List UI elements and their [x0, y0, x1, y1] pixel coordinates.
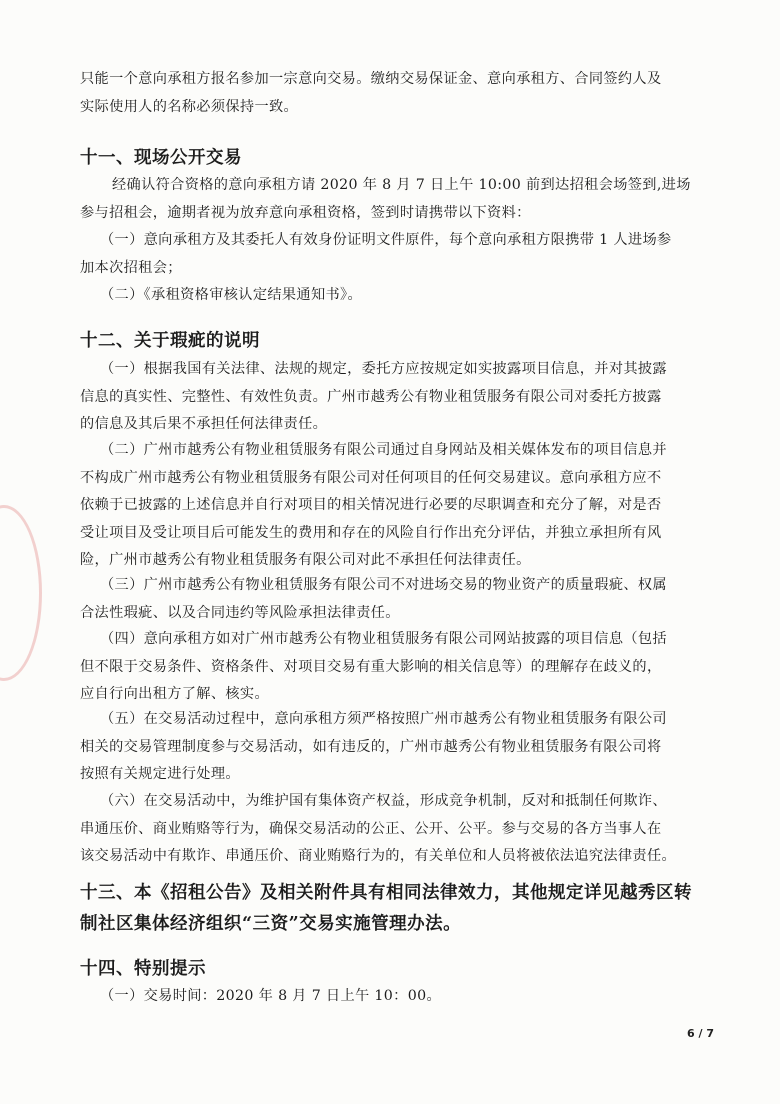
text-line: （二）《承租资格审核认定结果通知书》。 [100, 287, 363, 303]
text-line: 十三、本《招租公告》及相关附件具有相同法律效力，其他规定详见越秀区转 [80, 883, 692, 903]
page-number: 6 / 7 [687, 1027, 714, 1040]
section-11-paragraph-2 [80, 227, 710, 282]
text-line: （一）意向承租方及其委托人有效身份证明文件原件，每个意向承租方限携带 1 人进场参 [100, 232, 672, 248]
text-line: 信息的真实性、完整性、有效性负责。广州市越秀公有物业租赁服务有限公司对委托方披露 [80, 388, 662, 405]
text-line: 按照有关规定进行处理。 [80, 766, 240, 782]
text-line: 只能一个意向承租方报名参加一宗意向交易。缴纳交易保证金、意向承租方、合同签约人及 [80, 71, 662, 87]
section-14-heading: 十四、特别提示 [80, 959, 206, 979]
section-12-paragraph-4 [80, 626, 710, 709]
section-13-heading [80, 878, 710, 940]
text-line: 合法性瑕疵、以及合同违约等风险承担法律责任。 [80, 604, 400, 621]
text-line: 该交易活动中有欺诈、串通压价、商业贿赂行为的，有关单位和人员将被依法追究法律责任。 [80, 848, 677, 864]
text-line: 实际使用人的名称必须保持一致。 [80, 98, 299, 115]
text-line: （三）广州市越秀公有物业租赁服务有限公司不对进场交易的物业资产的质量瑕疵、权属 [100, 577, 667, 593]
section-12-paragraph-2 [80, 437, 710, 575]
text-line: 制社区集体经济组织“三资”交易实施管理办法。 [80, 914, 462, 934]
text-line: 串通压价、商业贿赂等行为，确保交易活动的公正、公开、公平。参与交易的各方当事人在 [80, 820, 662, 837]
section-11-paragraph-1 [80, 172, 710, 227]
text-line: 经确认符合资格的意向承租方请 2020 年 8 月 7 日上午 10:00 前到达招租会场签到,进场 [112, 177, 691, 193]
section-11-heading: 十一、现场公开交易 [80, 148, 242, 168]
text-line: 不构成广州市越秀公有物业租赁服务有限公司对任何项目的任何交易建议。意向承租方应不 [80, 469, 662, 486]
text-line: 参与招租会，逾期者视为放弃意向承租资格，签到时请携带以下资料： [80, 204, 531, 221]
section-12-paragraph-1 [80, 356, 710, 439]
text-line: 相关的交易管理制度参与交易活动，如有违反的，广州市越秀公有物业租赁服务有限公司将 [80, 738, 662, 755]
text-line: （六）在交易活动中，为维护国有集体资产权益，形成竞争机制，反对和抵制任何欺诈、 [100, 793, 667, 809]
section-11-paragraph-3 [80, 282, 710, 310]
section-12-paragraph-3 [80, 572, 710, 627]
text-line: （一）交易时间：2020 年 8 月 7 日上午 10：00。 [100, 988, 441, 1004]
text-line: 依赖于已披露的上述信息并自行对项目的相关情况进行必要的尽职调查和充分了解，对是否 [80, 497, 662, 513]
text-line: 险，广州市越秀公有物业租赁服务有限公司对此不承担任何法律责任。 [80, 552, 531, 568]
text-line: 加本次招租会； [80, 259, 182, 276]
text-line: 的信息及其后果不承担任何法律责任。 [80, 416, 328, 432]
section-14-paragraph-1 [80, 983, 710, 1011]
text-line: 受让项目及受让项目后可能发生的费用和存在的风险自行作出充分评估，并独立承担所有风 [80, 524, 662, 541]
text-line: （二）广州市越秀公有物业租赁服务有限公司通过自身网站及相关媒体发布的项目信息并 [100, 442, 667, 458]
text-line: 应自行向出租方了解、核实。 [80, 686, 269, 702]
text-line: （一）根据我国有关法律、法规的规定，委托方应按规定如实披露项目信息，并对其披露 [100, 361, 667, 377]
section-12-paragraph-5 [80, 706, 710, 789]
text-line: 但不限于交易条件、资格条件、对项目交易有重大影响的相关信息等）的理解存在歧义的， [80, 658, 662, 675]
section-12-paragraph-6 [80, 788, 710, 871]
text-line: （四）意向承租方如对广州市越秀公有物业租赁服务有限公司网站披露的项目信息（包括 [100, 631, 667, 647]
section-12-heading: 十二、关于瑕疵的说明 [80, 331, 260, 351]
text-line: （五）在交易活动过程中，意向承租方须严格按照广州市越秀公有物业租赁服务有限公司 [100, 711, 667, 727]
intro-paragraph [80, 66, 710, 121]
red-seal-stamp [0, 505, 42, 681]
